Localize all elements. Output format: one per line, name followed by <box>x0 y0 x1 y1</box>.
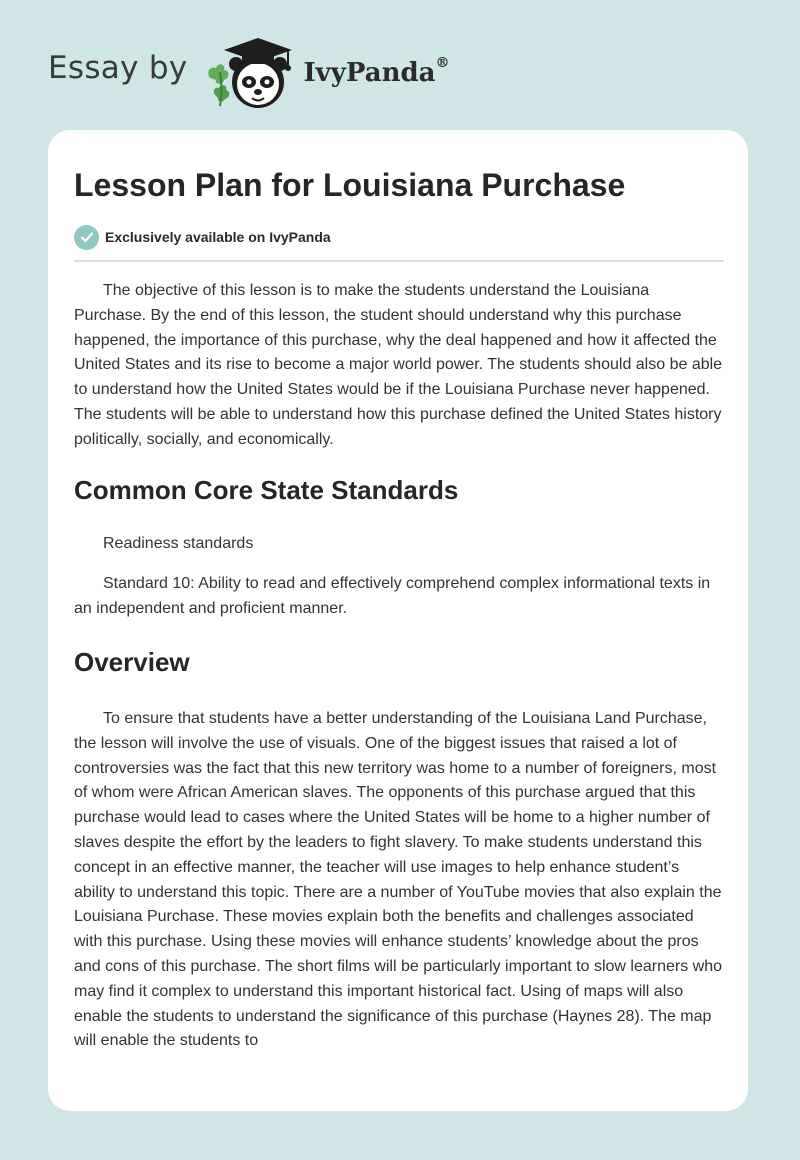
registered-mark: ® <box>435 55 450 72</box>
title-divider <box>74 260 724 262</box>
essay-by-label: Essay by <box>48 50 188 86</box>
site-header <box>48 32 450 112</box>
exclusive-label: Exclusively available on IvyPanda <box>105 229 331 245</box>
intro-paragraph: The objective of this lesson is to make the students understand the Louisiana Purchase. By the end of this lesson, the student should understand why this purchase happened, the importance of this purchase, why the deal happened and how it affected the United States and its rise to become a major world power. The students should also be able to understand how the United States would be if the Louisiana Purchase never happened. The students will be able to understand how this purchase defined the United States history politically, socially, and economically. <box>74 282 723 448</box>
panda-graduate-logo-icon[interactable] <box>204 32 300 112</box>
brand-name[interactable]: IvyPanda® <box>303 55 450 88</box>
exclusive-badge <box>74 224 724 250</box>
checkmark-circle-icon <box>74 225 99 250</box>
readiness-paragraph: Readiness standards <box>103 534 254 552</box>
standards-heading: Common Core State Standards <box>74 474 459 505</box>
essay-card <box>48 130 748 1111</box>
page-title: Lesson Plan for Louisiana Purchase <box>74 167 626 203</box>
overview-heading: Overview <box>74 646 190 677</box>
overview-paragraph: To ensure that students have a better understanding of the Louisiana Land Purchase, the lesson will involve the use of visuals. One of the biggest issues that raised a lot of controversies was the fact that this new territory was home to a number of foreigners, most of whom were African American slaves. The opponents of this purchase argued that this purchase would lead to cases where the United States will be home to a higher number of slaves despite the effort by the leaders to fight slavery. To make students understand this concept in an effective manner, the teacher will use images to help enhance student’s ability to understand this topic. There are a number of YouTube movies that also explain the Louisiana Purchase. These movies explain both the benefits and challenges associated with this purchase. Using these movies will enhance students’ knowledge about the pros and cons of this purchase. The short films will be particularly important to slow learners who may find it complex to understand this important historical fact. Using of maps will also enable the students to understand the significance of this purchase (Haynes 28). The map will enable the students to <box>74 709 722 1050</box>
standard-10-paragraph: Standard 10: Ability to read and effectively comprehend complex informational texts in an independent and proficient manner. <box>74 575 711 618</box>
essay-content <box>74 130 724 1054</box>
